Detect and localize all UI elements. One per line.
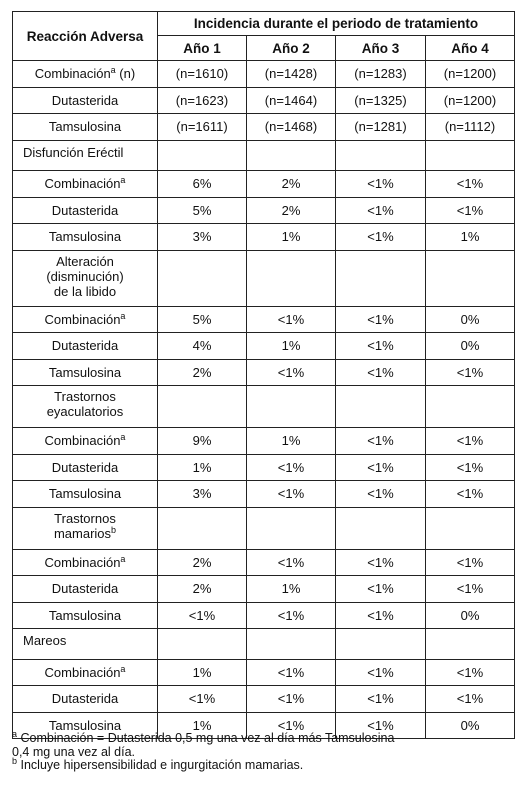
incidence-cell: <1% [158,686,247,713]
incidence-cell: 1% [158,454,247,481]
incidence-cell: <1% [336,171,426,198]
row-label [13,481,158,508]
incidence-cell: 1% [247,333,336,360]
table-row [13,114,515,141]
sample-size-cell: (n=1428) [247,61,336,88]
table-row [13,61,515,88]
row-label-text: Dutasterida [51,459,119,475]
incidence-cell: 1% [158,712,247,739]
section-title-line: Alteración [56,253,114,269]
empty-cell [336,507,426,549]
incidence-cell: 2% [158,549,247,576]
footnote-mark: b [12,756,18,766]
incidence-cell: 3% [158,224,247,251]
row-label-text: Combinación [44,311,121,327]
section-title-line: eyaculatorios [46,404,124,419]
incidence-cell: 5% [158,197,247,224]
empty-cell [247,386,336,428]
footnote-text: 0,4 mg una vez al día. [12,744,135,759]
incidence-cell: 2% [247,197,336,224]
section-header-row [13,140,515,171]
footnote-mark: b [111,524,117,535]
empty-cell [426,386,515,428]
incidence-cell: <1% [336,602,426,629]
section-title [13,386,158,428]
empty-cell [336,250,426,306]
table-row [13,428,515,455]
empty-cell [158,140,247,171]
incidence-cell: <1% [426,454,515,481]
section-title [13,140,158,171]
table-row [13,87,515,114]
row-label [13,576,158,603]
empty-cell [336,386,426,428]
row-label-text: Dutasterida [51,338,119,354]
empty-cell [426,507,515,549]
incidence-cell: <1% [426,197,515,224]
row-label [13,659,158,686]
incidence-cell: <1% [247,454,336,481]
row-label-text: Tamsulosina [48,717,122,733]
row-label-text: Tamsulosina [48,486,122,502]
row-label-text: Tamsulosina [48,229,122,245]
table-row [13,171,515,198]
row-label [13,224,158,251]
incidence-cell: 1% [158,659,247,686]
sample-size-cell: (n=1623) [158,87,247,114]
incidence-cell: 1% [247,428,336,455]
empty-cell [158,250,247,306]
row-label [13,549,158,576]
footnote-mark: a [12,729,18,739]
incidence-cell: <1% [336,712,426,739]
incidence-cell: <1% [336,659,426,686]
footnote [12,756,514,773]
incidence-cell: <1% [426,428,515,455]
incidence-cell: <1% [336,576,426,603]
row-label [13,114,158,141]
table-row [13,359,515,386]
incidence-cell: <1% [336,306,426,333]
header-year: Año 2 [247,36,336,61]
incidence-cell: <1% [247,659,336,686]
incidence-cell: <1% [426,481,515,508]
table-row [13,197,515,224]
sample-size-cell: (n=1610) [158,61,247,88]
section-title [13,629,158,660]
footnote [12,729,514,759]
section-title-line: Trastornos [54,389,116,404]
header-year: Año 3 [336,36,426,61]
incidence-cell: <1% [426,359,515,386]
incidence-cell: <1% [426,686,515,713]
row-label-text: Dutasterida [51,691,119,707]
footnote-mark: a [110,65,116,76]
sample-size-cell: (n=1464) [247,87,336,114]
empty-cell [158,386,247,428]
section-title [13,250,158,306]
incidence-cell: 0% [426,306,515,333]
row-label [13,197,158,224]
incidence-cell: 1% [247,224,336,251]
row-label [13,686,158,713]
section-header-row [13,629,515,660]
sample-size-cell: (n=1611) [158,114,247,141]
header-year: Año 1 [158,36,247,61]
table-row [13,549,515,576]
table-row [13,576,515,603]
row-label [13,61,158,88]
section-title-line: Trastornos [54,510,116,526]
empty-cell [426,250,515,306]
empty-cell [426,140,515,171]
empty-cell [247,140,336,171]
footnote-mark: a [120,310,126,321]
incidence-cell: <1% [336,454,426,481]
footnote-text: Incluye hipersensibilidad e ingurgitación mamarias. [17,758,304,772]
incidence-cell: <1% [336,481,426,508]
footnote-mark: a [120,175,126,186]
incidence-cell: <1% [247,306,336,333]
incidence-cell: <1% [426,549,515,576]
incidence-cell: 6% [158,171,247,198]
incidence-cell: 0% [426,602,515,629]
empty-cell [336,629,426,660]
row-label-text: Dutasterida [51,92,119,108]
row-label-text: Tamsulosina [48,364,122,380]
incidence-cell: 4% [158,333,247,360]
section-title-line: (disminución) [46,268,124,284]
incidence-cell: 9% [158,428,247,455]
incidence-cell: 2% [247,171,336,198]
incidence-cell: 2% [158,359,247,386]
row-label-text: Combinación [44,433,121,449]
incidence-cell: <1% [247,359,336,386]
table-row [13,306,515,333]
section-header-row [13,507,515,549]
footnote-mark: a [120,432,126,443]
table-row [13,659,515,686]
incidence-cell: <1% [247,481,336,508]
incidence-cell: <1% [336,333,426,360]
incidence-cell: <1% [426,576,515,603]
incidence-cell: <1% [336,359,426,386]
empty-cell [247,250,336,306]
incidence-cell: 0% [426,333,515,360]
row-label-text: Dutasterida [51,202,119,218]
row-label [13,306,158,333]
table-row [13,481,515,508]
section-title-line: Mareos [23,633,67,648]
footnote-mark: a [120,663,126,674]
table-row [13,333,515,360]
section-header-row [13,250,515,306]
incidence-cell: 1% [247,576,336,603]
row-label [13,171,158,198]
header-reaction: Reacción Adversa [13,12,158,61]
incidence-cell: <1% [247,549,336,576]
sample-size-cell: (n=1200) [426,61,515,88]
adverse-reactions-table [12,11,515,739]
table-row [13,686,515,713]
empty-cell [158,629,247,660]
sample-size-cell: (n=1112) [426,114,515,141]
incidence-cell: <1% [426,659,515,686]
incidence-cell: <1% [247,602,336,629]
incidence-cell: <1% [247,712,336,739]
row-label [13,454,158,481]
incidence-cell: 5% [158,306,247,333]
empty-cell [426,629,515,660]
sample-size-cell: (n=1468) [247,114,336,141]
table-row [13,224,515,251]
incidence-cell: <1% [336,686,426,713]
row-label-text: Combinación [44,554,121,570]
incidence-cell: 3% [158,481,247,508]
row-label [13,359,158,386]
header-incidence-span: Incidencia durante el periodo de tratamiento [158,12,515,36]
incidence-cell: 1% [426,224,515,251]
row-label-text: Tamsulosina [48,119,122,135]
incidence-cell: 0% [426,712,515,739]
section-title-line: Disfunción Eréctil [23,144,124,160]
footnote-mark: a [120,553,126,564]
row-label-suffix: (n) [115,66,136,82]
section-title-line: mamarios [53,525,112,541]
sample-size-cell: (n=1200) [426,87,515,114]
row-label-text: Dutasterida [51,581,119,597]
table-row [13,602,515,629]
empty-cell [158,507,247,549]
row-label-text: Combinación [34,66,111,82]
empty-cell [336,140,426,171]
footnote-text: Combinación = Dutasterida 0,5 mg una vez al día más Tamsulosina [17,731,395,745]
row-label [13,87,158,114]
incidence-cell: <1% [158,602,247,629]
header-year: Año 4 [426,36,515,61]
empty-cell [247,629,336,660]
row-label [13,602,158,629]
incidence-cell: <1% [336,197,426,224]
incidence-cell: <1% [247,686,336,713]
row-label-text: Tamsulosina [48,607,122,623]
section-header-row [13,386,515,428]
empty-cell [247,507,336,549]
table-body [13,61,515,739]
incidence-cell: <1% [336,224,426,251]
row-label [13,428,158,455]
incidence-cell: <1% [426,171,515,198]
section-title-line: de la libido [53,283,117,299]
row-label [13,333,158,360]
incidence-cell: <1% [336,428,426,455]
section-title [13,507,158,549]
row-label-text: Combinación [44,176,121,192]
incidence-cell: 2% [158,576,247,603]
footnotes [12,729,514,773]
incidence-cell: <1% [336,549,426,576]
row-label-text: Combinación [44,664,121,680]
sample-size-cell: (n=1281) [336,114,426,141]
sample-size-cell: (n=1325) [336,87,426,114]
table-row [13,454,515,481]
sample-size-cell: (n=1283) [336,61,426,88]
